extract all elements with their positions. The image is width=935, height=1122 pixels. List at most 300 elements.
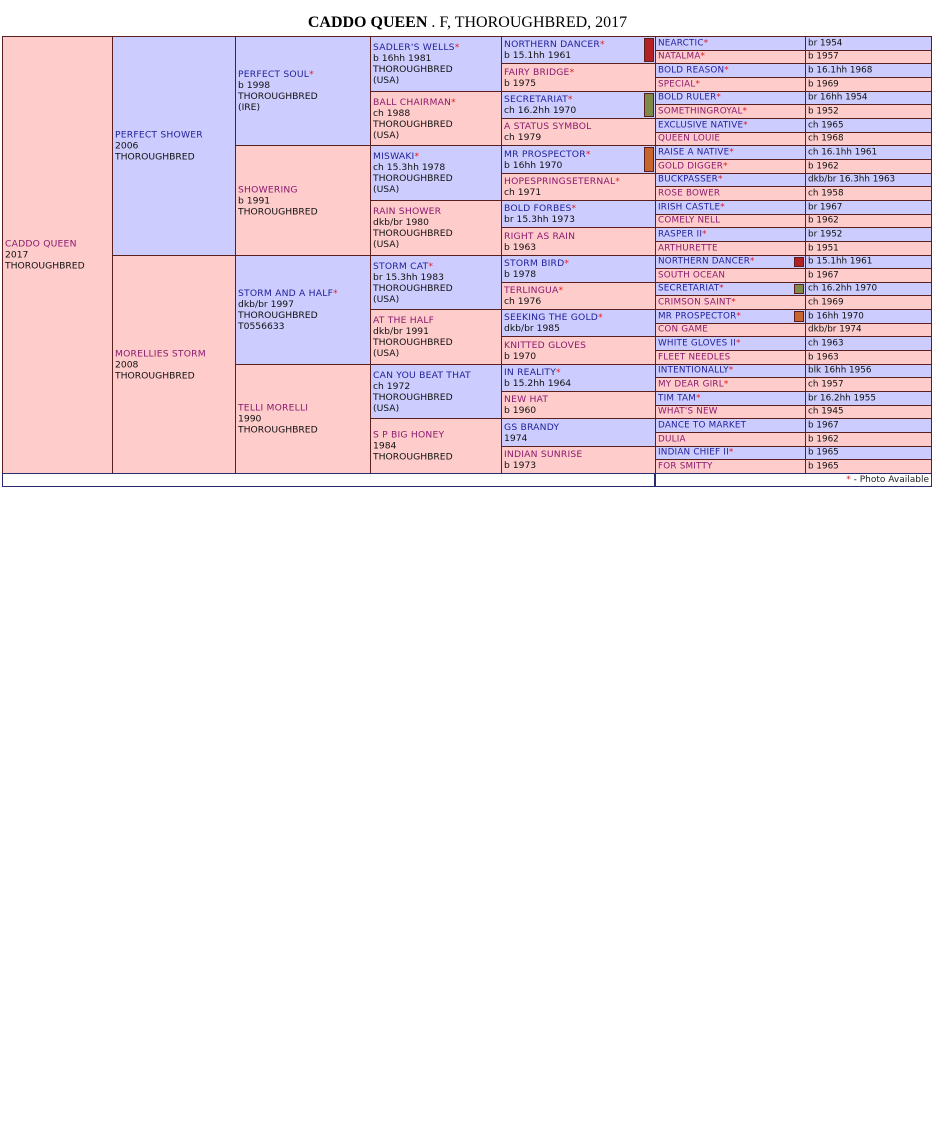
gen6-detail-cell bbox=[805, 200, 932, 215]
horse-detail-text: (USA) bbox=[373, 402, 400, 414]
horse-info bbox=[658, 147, 803, 158]
horse-detail-text: (USA) bbox=[373, 348, 400, 359]
horse-detail bbox=[808, 93, 929, 104]
gen6-detail-cell bbox=[805, 214, 932, 228]
horse-detail-line bbox=[373, 130, 499, 141]
horse-name-link[interactable]: RASPER II bbox=[658, 229, 703, 239]
gen6-detail-cell bbox=[805, 323, 932, 337]
horse-detail-line bbox=[373, 452, 499, 463]
horse-name-link[interactable]: COMELY NELL bbox=[658, 215, 721, 226]
horse-name-line bbox=[115, 130, 233, 141]
horse-name-link[interactable]: IRISH CASTLE bbox=[658, 202, 721, 212]
photo-star-icon: * bbox=[743, 120, 748, 130]
horse-name-link[interactable]: SADLER'S WELLS bbox=[373, 42, 455, 53]
horse-name-line bbox=[373, 261, 499, 272]
gen6-detail-cell bbox=[805, 336, 932, 351]
horse-name-line bbox=[373, 97, 499, 108]
gen6-detail-cell bbox=[805, 241, 932, 256]
horse-detail-text: 2006 bbox=[115, 140, 139, 152]
gen6-detail-cell bbox=[805, 418, 932, 433]
horse-name-link[interactable]: NEW HAT bbox=[504, 394, 549, 405]
horse-detail-line bbox=[504, 351, 653, 362]
horse-detail bbox=[808, 229, 929, 240]
gen6-horse-cell bbox=[655, 159, 806, 174]
horse-info bbox=[658, 79, 803, 90]
gen6-detail-cell bbox=[805, 309, 932, 324]
horse-name-link[interactable]: ROSE BOWER bbox=[658, 188, 721, 198]
horse-detail-text: b 1978 bbox=[504, 269, 537, 280]
horse-name-line bbox=[373, 370, 499, 381]
horse-detail bbox=[808, 134, 929, 145]
horse-name-link[interactable]: MR PROSPECTOR bbox=[504, 148, 586, 160]
horse-detail-line bbox=[238, 91, 368, 102]
gen6-detail-cell bbox=[805, 118, 932, 133]
horse-name-line bbox=[115, 348, 233, 359]
horse-detail-text: dkb/br 1985 bbox=[504, 323, 560, 334]
horse-name-link[interactable]: INDIAN CHIEF II bbox=[658, 447, 729, 458]
horse-detail-text: ch 1979 bbox=[504, 132, 542, 143]
photo-swatch-icon bbox=[644, 93, 654, 117]
gen6-detail-cell bbox=[805, 173, 932, 187]
horse-detail-line bbox=[373, 326, 499, 337]
horse-detail-line bbox=[373, 64, 499, 75]
horse-name-link[interactable]: CAN YOU BEAT THAT bbox=[373, 369, 471, 381]
horse-detail-text: b 1963 bbox=[808, 352, 839, 362]
horse-info bbox=[504, 39, 653, 61]
horse-info bbox=[504, 367, 653, 389]
horse-name-link[interactable]: FAIRY BRIDGE bbox=[504, 66, 570, 78]
horse-info bbox=[5, 239, 110, 272]
photo-swatch-icon bbox=[644, 147, 654, 172]
footer-blank bbox=[2, 473, 655, 487]
horse-name-link[interactable]: SECRETARIAT bbox=[658, 283, 720, 294]
horse-detail-text: b 1962 bbox=[808, 215, 839, 226]
horse-detail bbox=[808, 52, 929, 63]
horse-detail-text: b 1962 bbox=[808, 161, 839, 171]
horse-name-link[interactable]: CON GAME bbox=[658, 324, 709, 335]
horse-detail-text: b 1960 bbox=[504, 405, 537, 416]
photo-star-icon: * bbox=[600, 39, 605, 50]
horse-detail bbox=[808, 379, 929, 390]
horse-name-link[interactable]: INTENTIONALLY bbox=[658, 365, 729, 376]
horse-detail-line bbox=[373, 75, 499, 86]
horse-detail-line bbox=[504, 242, 653, 253]
horse-detail-text: (USA) bbox=[373, 129, 400, 141]
horse-name-line bbox=[504, 231, 653, 242]
horse-detail-text: dkb/br 16.3hh 1963 bbox=[808, 174, 896, 185]
horse-detail-line bbox=[373, 162, 499, 173]
gen4-horse-cell bbox=[370, 255, 502, 310]
horse-name-link[interactable]: PERFECT SOUL bbox=[238, 69, 310, 80]
horse-detail-text: THOROUGHBRED bbox=[373, 391, 453, 403]
horse-info bbox=[504, 203, 653, 225]
gen6-detail-cell bbox=[805, 295, 932, 310]
horse-name-line bbox=[504, 394, 653, 405]
gen6-detail-cell bbox=[805, 268, 932, 283]
horse-detail-line bbox=[504, 50, 653, 61]
gen6-detail-cell bbox=[805, 391, 932, 406]
pedigree-footer bbox=[2, 473, 932, 488]
horse-detail-text: b 1967 bbox=[808, 420, 839, 430]
horse-detail-text: 2017 bbox=[5, 249, 29, 261]
horse-info bbox=[504, 422, 653, 444]
gen4-horse-cell bbox=[370, 364, 502, 419]
horse-name-line bbox=[504, 67, 653, 78]
horse-name-link[interactable]: SOUTH OCEAN bbox=[658, 270, 726, 280]
horse-info bbox=[658, 461, 803, 472]
gen6-horse-cell bbox=[655, 132, 806, 146]
horse-info bbox=[658, 311, 803, 322]
gen3-horse-cell bbox=[235, 145, 371, 256]
horse-detail-text: br 1954 bbox=[808, 38, 843, 48]
horse-detail-line bbox=[504, 405, 653, 416]
gen6-horse-cell bbox=[655, 91, 806, 105]
horse-info bbox=[504, 67, 653, 89]
horse-name-link[interactable]: TELLI MORELLI bbox=[238, 402, 309, 414]
gen6-detail-cell bbox=[805, 63, 932, 78]
horse-name-link[interactable]: QUEEN LOUIE bbox=[658, 133, 721, 144]
horse-name-link[interactable]: STORM BIRD bbox=[504, 258, 565, 269]
horse-name-link[interactable]: DULIA bbox=[658, 434, 686, 444]
horse-name-line bbox=[504, 258, 653, 269]
horse-name-link[interactable]: TERLINGUA bbox=[504, 285, 559, 296]
horse-name-line bbox=[504, 449, 653, 460]
photo-star-icon: * bbox=[728, 365, 734, 376]
gen6-detail-cell bbox=[805, 432, 932, 447]
horse-name-line bbox=[504, 176, 653, 187]
horse-name-link[interactable]: BOLD RULER bbox=[658, 92, 717, 103]
photo-star-icon: * bbox=[717, 174, 723, 185]
photo-star-icon: * bbox=[750, 256, 755, 267]
horse-detail-line bbox=[504, 460, 653, 471]
gen4-horse-cell bbox=[370, 200, 502, 256]
horse-name-link[interactable]: CADDO QUEEN bbox=[5, 238, 77, 250]
horse-name-link[interactable]: STORM AND A HALF bbox=[238, 288, 334, 299]
horse-info bbox=[373, 97, 499, 141]
horse-detail-line bbox=[373, 217, 499, 228]
gen6-horse-cell bbox=[655, 282, 806, 296]
horse-name-link[interactable]: NEARCTIC bbox=[658, 38, 704, 48]
photo-star-icon: * bbox=[729, 147, 734, 157]
horse-name-line bbox=[238, 403, 368, 414]
horse-name-line bbox=[5, 239, 110, 250]
horse-detail-text: THOROUGHBRED bbox=[373, 118, 453, 130]
horse-detail bbox=[808, 243, 929, 254]
horse-detail bbox=[808, 216, 929, 227]
gen5-horse-cell bbox=[501, 63, 656, 92]
gen6-detail-cell bbox=[805, 377, 932, 392]
horse-name-line bbox=[504, 285, 653, 296]
horse-info bbox=[658, 379, 803, 390]
horse-name-link[interactable]: FOR SMITTY bbox=[658, 461, 713, 471]
gen6-horse-cell bbox=[655, 350, 806, 365]
horse-detail-line bbox=[373, 239, 499, 250]
photo-star-icon: * bbox=[846, 475, 851, 485]
horse-name-link[interactable]: DANCE TO MARKET bbox=[658, 420, 747, 430]
horse-detail bbox=[808, 297, 929, 308]
horse-name-link[interactable]: EXCLUSIVE NATIVE bbox=[658, 120, 744, 130]
photo-star-icon: * bbox=[742, 106, 748, 116]
horse-name-link[interactable]: FLEET NEEDLES bbox=[658, 352, 731, 362]
horse-detail-text: ch 1988 bbox=[373, 107, 411, 119]
horse-info bbox=[658, 202, 803, 213]
horse-name-line bbox=[504, 94, 653, 105]
horse-detail-text: b 15.1hh 1961 bbox=[808, 256, 873, 267]
horse-name-line bbox=[504, 422, 653, 433]
horse-detail-text: THOROUGHBRED bbox=[115, 370, 195, 381]
gen6-horse-cell bbox=[655, 36, 806, 51]
horse-detail-text: 2008 bbox=[115, 359, 139, 370]
horse-info bbox=[504, 176, 653, 198]
gen5-horse-cell bbox=[501, 36, 656, 64]
horse-name-link[interactable]: WHAT'S NEW bbox=[658, 406, 718, 417]
photo-star-icon: * bbox=[309, 69, 314, 80]
photo-star-icon: * bbox=[703, 38, 709, 48]
horse-info bbox=[658, 65, 803, 76]
horse-name-line bbox=[504, 312, 653, 323]
photo-star-icon: * bbox=[736, 311, 741, 321]
horse-info bbox=[373, 315, 499, 359]
gen3-horse-cell bbox=[235, 364, 371, 474]
horse-detail-text: THOROUGHBRED bbox=[238, 310, 318, 321]
horse-name-line bbox=[238, 184, 368, 195]
horse-detail-line bbox=[238, 299, 368, 310]
horse-detail bbox=[808, 338, 929, 349]
horse-detail-text: ch 1972 bbox=[373, 380, 411, 392]
horse-info bbox=[115, 130, 233, 163]
gen6-horse-cell bbox=[655, 446, 806, 460]
horse-info bbox=[658, 297, 803, 308]
horse-detail-text: b 16.1hh 1968 bbox=[808, 65, 873, 75]
gen5-horse-cell bbox=[501, 227, 656, 256]
horse-detail-line bbox=[373, 108, 499, 119]
horse-name-link[interactable]: S P BIG HONEY bbox=[373, 429, 445, 441]
horse-detail-text: b 1951 bbox=[808, 243, 839, 253]
photo-star-icon: * bbox=[695, 79, 700, 89]
gen6-horse-cell bbox=[655, 50, 806, 64]
horse-name-link[interactable]: GOLD DIGGER bbox=[658, 161, 724, 171]
gen3-horse-cell bbox=[235, 36, 371, 146]
horse-detail-text: THOROUGHBRED bbox=[373, 282, 453, 294]
gen6-horse-cell bbox=[655, 255, 806, 269]
horse-name-link[interactable]: PERFECT SHOWER bbox=[115, 129, 203, 141]
horse-detail-text: ch 1971 bbox=[504, 187, 542, 198]
gen5-horse-cell bbox=[501, 282, 656, 310]
photo-legend bbox=[655, 473, 932, 487]
gen6-horse-cell bbox=[655, 459, 806, 474]
horse-detail-text: THOROUGHBRED bbox=[5, 260, 85, 272]
horse-info bbox=[658, 270, 803, 281]
horse-detail-text: b 15.2hh 1964 bbox=[504, 378, 572, 389]
horse-detail-line bbox=[504, 132, 653, 143]
horse-name-line bbox=[504, 203, 653, 214]
horse-name-link[interactable]: MISWAKI bbox=[373, 151, 415, 162]
horse-name-link[interactable]: SHOWERING bbox=[238, 184, 298, 195]
horse-info bbox=[504, 340, 653, 362]
horse-detail-line bbox=[238, 414, 368, 425]
horse-detail-text: b 1973 bbox=[504, 460, 537, 471]
horse-name-link[interactable]: BALL CHAIRMAN bbox=[373, 96, 452, 108]
horse-name-link[interactable]: IN REALITY bbox=[504, 367, 557, 378]
page-title bbox=[0, 14, 935, 32]
horse-info bbox=[658, 407, 803, 418]
horse-name-link[interactable]: STORM CAT bbox=[373, 260, 429, 272]
horse-name-line bbox=[504, 149, 653, 160]
horse-detail-text: THOROUGHBRED bbox=[373, 64, 453, 75]
photo-star-icon: * bbox=[598, 312, 603, 323]
horse-detail-line bbox=[373, 228, 499, 239]
gen6-detail-cell bbox=[805, 104, 932, 119]
horse-detail-line bbox=[238, 310, 368, 321]
horse-info bbox=[658, 325, 803, 336]
horse-name-line bbox=[238, 288, 368, 299]
horse-name-link[interactable]: MORELLIES STORM bbox=[115, 348, 206, 359]
gen5-horse-cell bbox=[501, 200, 656, 228]
horse-info bbox=[373, 370, 499, 414]
photo-star-icon: * bbox=[696, 393, 701, 403]
gen6-horse-cell bbox=[655, 63, 806, 78]
gen5-horse-cell bbox=[501, 309, 656, 337]
horse-name-link[interactable]: MR PROSPECTOR bbox=[658, 311, 737, 321]
horse-info bbox=[658, 420, 803, 431]
horse-name-link[interactable]: SOMETHINGROYAL bbox=[658, 106, 743, 116]
horse-info bbox=[504, 149, 653, 171]
horse-name-link[interactable]: SPECIAL bbox=[658, 79, 696, 89]
gen6-horse-cell bbox=[655, 186, 806, 201]
horse-detail-line bbox=[373, 348, 499, 359]
horse-detail-text: b 1975 bbox=[504, 77, 537, 89]
horse-detail-line bbox=[373, 441, 499, 452]
gen6-horse-cell bbox=[655, 323, 806, 337]
horse-name-link[interactable]: NATALMA bbox=[658, 51, 701, 62]
horse-name-line bbox=[504, 367, 653, 378]
horse-name-link[interactable]: MY DEAR GIRL bbox=[658, 379, 724, 389]
horse-info bbox=[658, 393, 803, 404]
horse-name-link[interactable]: AT THE HALF bbox=[373, 315, 435, 326]
horse-name-link[interactable]: BUCKPASSER bbox=[658, 174, 718, 185]
horse-detail-text: b 1965 bbox=[808, 447, 839, 458]
horse-name-link[interactable]: RAIN SHOWER bbox=[373, 206, 442, 217]
horse-detail-text: THOROUGHBRED bbox=[115, 151, 195, 163]
photo-star-icon: * bbox=[720, 202, 725, 212]
horse-name-line bbox=[373, 430, 499, 441]
gen2-horse-cell bbox=[112, 255, 236, 474]
horse-name-link[interactable]: RAISE A NATIVE bbox=[658, 147, 730, 157]
horse-name-link[interactable]: KNITTED GLOVES bbox=[504, 339, 587, 351]
horse-name-link[interactable]: BOLD REASON bbox=[658, 65, 725, 75]
gen5-horse-cell bbox=[501, 173, 656, 201]
horse-detail-line bbox=[373, 184, 499, 195]
horse-detail-text: b 1998 bbox=[238, 80, 271, 91]
gen6-horse-cell bbox=[655, 364, 806, 378]
gen6-horse-cell bbox=[655, 377, 806, 392]
photo-legend-text: - Photo Available bbox=[850, 475, 929, 485]
gen6-horse-cell bbox=[655, 295, 806, 310]
horse-name-link[interactable]: SEEKING THE GOLD bbox=[504, 312, 599, 323]
horse-detail-text: THOROUGHBRED bbox=[373, 451, 453, 463]
horse-name-link[interactable]: TIM TAM bbox=[658, 393, 697, 403]
gen1-horse-cell bbox=[2, 36, 113, 474]
horse-name-link[interactable]: GS BRANDY bbox=[504, 421, 560, 433]
horse-detail-text: b 16hh 1970 bbox=[808, 311, 864, 321]
horse-name-line bbox=[373, 42, 499, 53]
gen6-horse-cell bbox=[655, 418, 806, 433]
horse-detail-text: br 1952 bbox=[808, 229, 843, 239]
gen6-horse-cell bbox=[655, 227, 806, 242]
gen4-horse-cell bbox=[370, 309, 502, 365]
horse-detail-line bbox=[115, 359, 233, 370]
photo-star-icon: * bbox=[723, 161, 728, 171]
horse-detail-line bbox=[238, 206, 368, 217]
gen5-horse-cell bbox=[501, 255, 656, 283]
gen6-horse-cell bbox=[655, 432, 806, 447]
photo-star-icon: * bbox=[414, 151, 420, 162]
horse-detail-text: b 1967 bbox=[808, 270, 839, 280]
horse-name-link[interactable]: CRIMSON SAINT bbox=[658, 297, 732, 307]
horse-detail-line bbox=[238, 425, 368, 436]
horse-detail-line bbox=[504, 187, 653, 198]
photo-star-icon: * bbox=[558, 285, 564, 296]
photo-star-icon: * bbox=[451, 96, 456, 108]
horse-name-link[interactable]: NORTHERN DANCER bbox=[504, 39, 600, 50]
horse-detail-line bbox=[373, 381, 499, 392]
horse-name-link[interactable]: ARTHURETTE bbox=[658, 243, 718, 253]
horse-name-link[interactable]: INDIAN SUNRISE bbox=[504, 449, 583, 460]
horse-name-link[interactable]: RIGHT AS RAIN bbox=[504, 230, 576, 242]
horse-name-link[interactable]: BOLD FORBES bbox=[504, 203, 572, 214]
gen6-horse-cell bbox=[655, 214, 806, 228]
horse-name-link[interactable]: WHITE GLOVES II bbox=[658, 338, 736, 348]
horse-detail-text: ch 16.2hh 1970 bbox=[808, 283, 878, 294]
horse-detail-text: b 1969 bbox=[808, 79, 839, 89]
horse-detail-text: b 1970 bbox=[504, 350, 537, 362]
gen5-horse-cell bbox=[501, 446, 656, 474]
horse-detail-line bbox=[504, 269, 653, 280]
photo-star-icon: * bbox=[556, 367, 561, 378]
horse-detail-text: (IRE) bbox=[238, 102, 261, 113]
photo-star-icon: * bbox=[731, 297, 736, 307]
photo-star-icon: * bbox=[333, 288, 338, 299]
horse-detail-text: b 1962 bbox=[808, 434, 839, 444]
horse-detail bbox=[808, 188, 929, 199]
horse-detail bbox=[808, 106, 929, 117]
gen6-horse-cell bbox=[655, 118, 806, 133]
horse-detail-line bbox=[238, 321, 368, 332]
horse-info bbox=[658, 284, 803, 295]
horse-detail-text: (USA) bbox=[373, 239, 400, 250]
gen5-horse-cell bbox=[501, 391, 656, 419]
horse-info bbox=[658, 38, 803, 49]
photo-star-icon: * bbox=[719, 283, 724, 294]
horse-info bbox=[238, 403, 368, 436]
horse-detail-text: b 1952 bbox=[808, 106, 839, 116]
photo-star-icon: * bbox=[700, 51, 705, 62]
gen6-horse-cell bbox=[655, 268, 806, 283]
horse-info bbox=[658, 161, 803, 172]
horse-detail-line bbox=[504, 433, 653, 444]
photo-star-icon: * bbox=[702, 229, 707, 239]
gen6-detail-cell bbox=[805, 36, 932, 51]
horse-name-link[interactable]: NORTHERN DANCER bbox=[658, 256, 751, 267]
gen5-horse-cell bbox=[501, 336, 656, 365]
horse-detail-text: (USA) bbox=[373, 293, 400, 305]
horse-name-link[interactable]: A STATUS SYMBOL bbox=[504, 121, 592, 132]
horse-name-line bbox=[373, 151, 499, 162]
horse-detail-line bbox=[504, 160, 653, 171]
gen6-horse-cell bbox=[655, 309, 806, 324]
horse-name-link[interactable]: SECRETARIAT bbox=[504, 94, 568, 105]
horse-name-link[interactable]: HOPESPRINGSETERNAL bbox=[504, 176, 616, 187]
